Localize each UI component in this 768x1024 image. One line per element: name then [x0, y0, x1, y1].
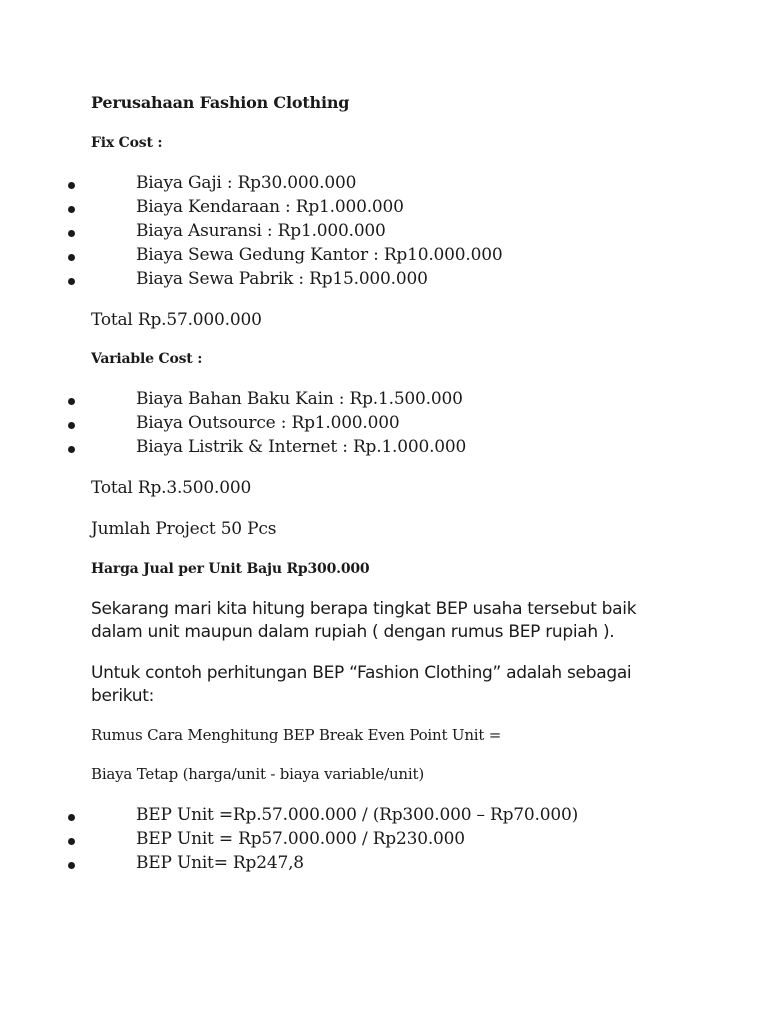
- paragraph-example: Untuk contoh perhitungan BEP “Fashion Clothing” adalah sebagai berikut:: [91, 663, 632, 706]
- bullet-icon: [68, 278, 75, 285]
- bullet-icon: [68, 182, 75, 189]
- bullet-icon: [68, 206, 75, 213]
- unit-price: Harga Jual per Unit Baju Rp300.000: [91, 561, 370, 577]
- document-title: Perusahaan Fashion Clothing: [91, 93, 350, 112]
- bullet-icon: [68, 398, 75, 405]
- formula-title: Rumus Cara Menghitung BEP Break Even Point Unit =: [91, 726, 502, 744]
- formula-body: Biaya Tetap (harga/unit - biaya variable/unit): [91, 765, 424, 783]
- variable-cost-total: Total Rp.3.500.000: [91, 478, 252, 498]
- variable-cost-heading: Variable Cost :: [91, 351, 203, 367]
- bullet-icon: [68, 230, 75, 237]
- bullet-icon: [68, 254, 75, 261]
- document-page: Perusahaan Fashion Clothing Fix Cost : Biaya Gaji : Rp30.000.000 Biaya Kendaraan : Rp1.000.000 Biaya Asuransi : Rp1.000.000 Biaya Sewa Gedung Kantor : Rp10.000.000 Biaya Sewa Pabrik : Rp15.000.000 Total Rp.57.000.000 Variable Cost : Biaya Bahan Baku Kain : Rp.1.500.000 Biaya Outsource : Rp1.000.000 Biaya Listrik & Internet : Rp.1.000.000 Total Rp.3.500.000 Jumlah Project 50 Pcs Harga Jual per Unit Baju Rp300.000 Sekarang mari kita hitung berapa tingkat BEP usaha tersebut baik dalam unit maupun dalam rupiah ( dengan rumus BEP rupiah ). Untuk contoh perhitungan BEP “Fashion Clothing” adalah sebagai berikut: Rumus Cara Menghitung BEP Break Even Point Unit = Biaya Tetap (harga/unit - biaya variable/unit) BEP Unit =Rp.57.000.000 / (Rp300.000 – Rp70.000) BEP Unit = Rp57.000.000 / Rp230.000 BEP Unit= Rp247,8: [0, 0, 768, 1024]
- paragraph-intro: Sekarang mari kita hitung berapa tingkat BEP usaha tersebut baik dalam unit maupun dalam rupiah ( dengan rumus BEP rupiah ).: [91, 599, 637, 642]
- bullet-icon: [68, 814, 75, 821]
- fixed-cost-total: Total Rp.57.000.000: [91, 310, 262, 330]
- bullet-icon: [68, 446, 75, 453]
- project-count: Jumlah Project 50 Pcs: [91, 519, 277, 539]
- bullet-icon: [68, 838, 75, 845]
- fixed-cost-heading: Fix Cost :: [91, 135, 163, 151]
- bullet-icon: [68, 422, 75, 429]
- bullet-icon: [68, 862, 75, 869]
